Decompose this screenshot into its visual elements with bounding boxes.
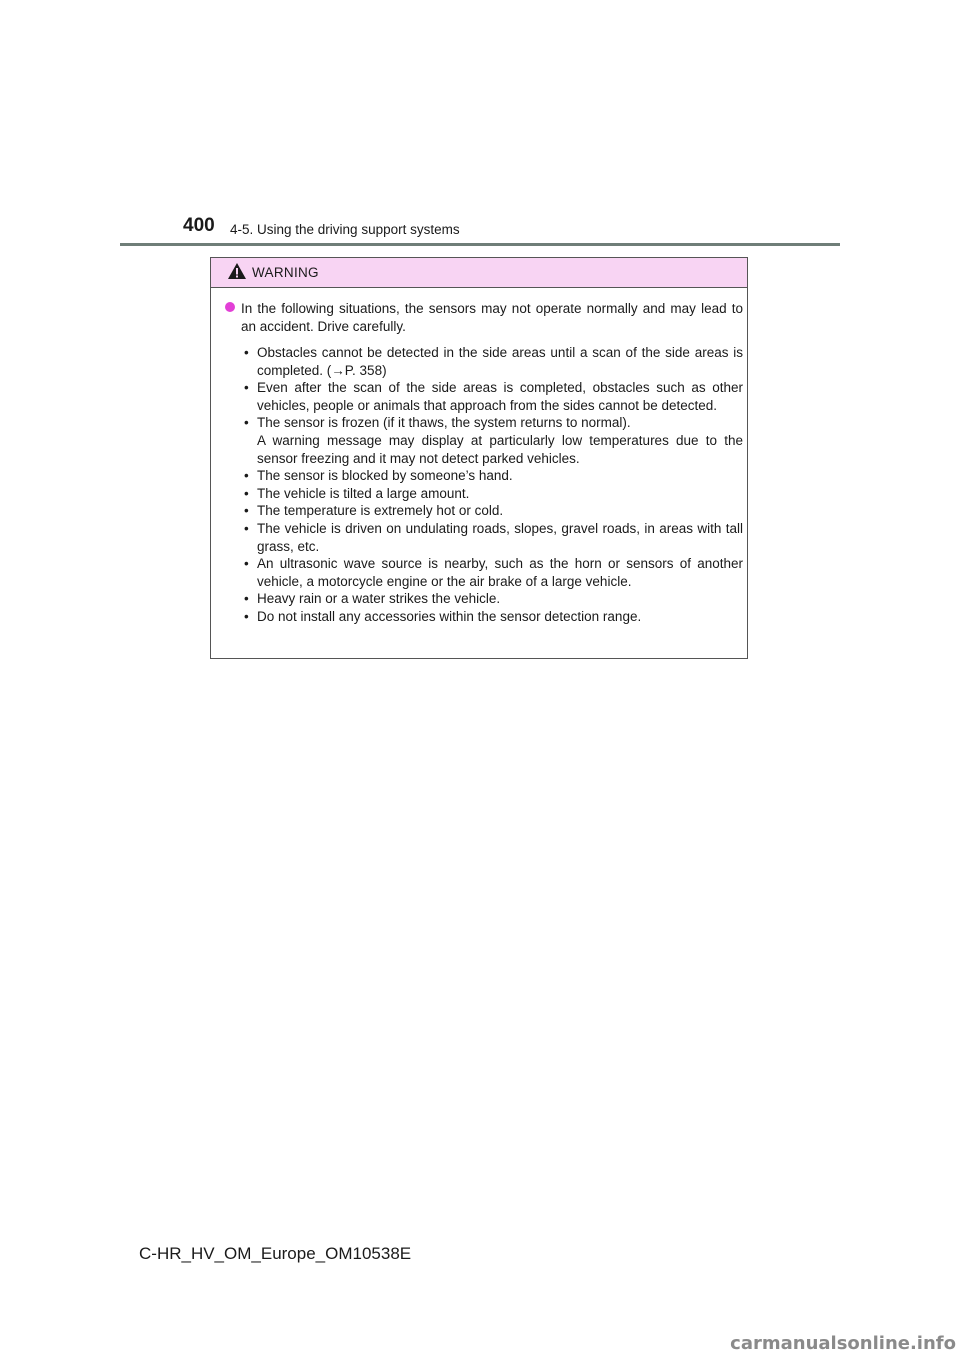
list-item: • The sensor is blocked by someone’s hand.	[244, 468, 513, 484]
warning-body	[211, 288, 747, 626]
list-item: • Heavy rain or a water strikes the vehicle.	[244, 591, 501, 607]
watermark-logo: carmanualsonline.info	[728, 1330, 960, 1358]
list-item: • Even after the scan of the side areas is completed, obstacles such as other vehicles, people or animals that approach from the sides cannot be detected.	[244, 380, 743, 413]
list-item-note: A warning message may display at particularly low temperatures due to the sensor freezing and it may not detect parked vehicles.	[257, 432, 743, 466]
list-item: • The sensor is frozen (if it thaws, the system returns to normal). A warning message may display at particularly low temperatures due to the sensor freezing and it may not detect parked vehicles.	[244, 415, 743, 466]
section-title: 4-5. Using the driving support systems	[230, 222, 460, 237]
list-item: • An ultrasonic wave source is nearby, such as the horn or sensors of another vehicle, a motorcycle engine or the air brake of a large vehicle.	[244, 556, 743, 589]
warning-main-text: In the following situations, the sensors may not operate normally and may lead to an accident. Drive carefully.	[241, 301, 743, 334]
list-item: • Obstacles cannot be detected in the side areas until a scan of the side areas is completed. (→P. 358)	[244, 345, 743, 378]
warning-triangle-icon	[227, 262, 247, 280]
list-item: • Do not install any accessories within the sensor detection range.	[244, 608, 642, 624]
warning-header	[211, 258, 747, 288]
bullet-icon	[225, 302, 235, 312]
page-number: 400	[183, 215, 215, 236]
list-item: • The temperature is extremely hot or cold.	[244, 503, 504, 519]
warning-item-list	[241, 344, 743, 626]
document-code: C-HR_HV_OM_Europe_OM10538E	[139, 1244, 412, 1263]
warning-box	[210, 257, 748, 659]
warning-label: WARNING	[252, 265, 319, 280]
list-item: • The vehicle is tilted a large amount.	[244, 485, 470, 501]
header-rule	[120, 243, 840, 246]
list-item: • The vehicle is driven on undulating roads, slopes, gravel roads, in areas with tall grass, etc.	[244, 520, 743, 554]
